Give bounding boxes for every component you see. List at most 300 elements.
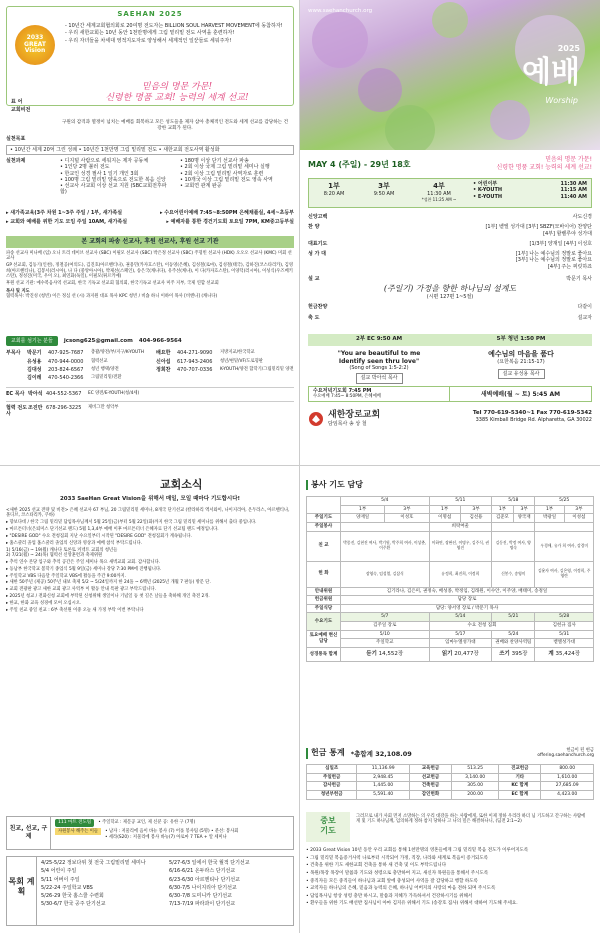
staff-desc: 지방지교/한국학교 [220, 350, 255, 356]
task-item: • 180명 이상 단기 선교사 파송 [180, 158, 249, 164]
offering-value: 200.00 [452, 790, 499, 799]
task-item: • 선교사 사교회 이상 선교 지원 (SBC교회전후파합) [60, 183, 167, 196]
service-time: 11:30 AM [427, 190, 451, 197]
worship-cover [300, 0, 600, 466]
news-item: ▸ 한교, 한화 교육 성경에 모여 오십시오. [6, 601, 82, 607]
youth-label: 5부 청년 [496, 336, 519, 342]
prayer-label: 기도 [320, 826, 336, 835]
prayer-item: • 2033 Great Vision 10년 동안 우리 교회를 통해 1천만명의 영혼들에게 그림 밑리밑 복음 전도가 이루어지도록 [306, 848, 529, 853]
prayer-item: • 중직자들 모든 중직들이 하나님과 교회 앞에 충성되어 사역을 잘 감당하고 행할 하도록 [306, 878, 478, 884]
duties-table [306, 496, 594, 662]
offering-value: 305.00 [452, 782, 499, 791]
table-cell: 주일학교 [341, 639, 430, 648]
logo-great: GREAT [24, 40, 46, 48]
church-address: 3385 Kimball Bridge Rd. Alpharetta, GA 30022 [475, 416, 592, 423]
offering-url[interactable]: offering.saehanchurch.org [537, 753, 594, 759]
order-label: 헌금찬양 [308, 304, 328, 311]
staff-phone[interactable]: 617-943-2406 [177, 358, 213, 365]
services-right [469, 179, 591, 207]
row-label: 주일식당 [307, 604, 341, 613]
schedule-item: ▸ 새가족교육(3주 차원 1~3주 주일 / 1부, 새가족실 [6, 210, 123, 216]
service-time: 11:30 AM [560, 181, 587, 187]
row-label: 수요기도 [307, 613, 341, 630]
cover-year: 2025 [557, 44, 580, 53]
service-4 [409, 179, 469, 207]
fellowship-title: 친교, 선교, 구제 [7, 817, 51, 849]
staff-role [6, 359, 24, 365]
table-row [307, 773, 594, 782]
vision-bullets [65, 23, 289, 44]
news-item: ▸ 주일학교 VBS 다음달 주일학교 VBS에 활동을 주간 9:00까지. [6, 573, 127, 579]
order-value: 사도신경 [572, 214, 592, 220]
pastors: 협력목사: 박진성 (청빈) 이은 정심 선 (시) 과지원 대표 목사 KPC 청빈 / 비숍 하니 이하이 목사 [비엔나] (캐나다) [6, 294, 218, 300]
bible-key: 쓰기 [499, 650, 510, 657]
dawn-time: 5:45 AM [532, 391, 561, 398]
weekly-schedule [6, 210, 294, 226]
plan-item: 6/30-7/5 나이지리아 단기선교 [169, 884, 237, 891]
table-row [307, 561, 594, 587]
goals: • 10년간 세계 20억 그린 성례 • 10년간 1천만명 그림 밑리밑 전도 • 새한교회 전도사역 활성화 [6, 145, 294, 155]
duties-title: 봉사 기도 담당 [306, 480, 363, 490]
prayer-list [306, 848, 594, 907]
wed-time: 7:45 PM [348, 388, 372, 394]
service-name: 1부 [328, 182, 340, 190]
offering-header [306, 748, 594, 759]
staff-section [6, 336, 294, 417]
table-cell: 양국재 [513, 514, 535, 523]
staff-phone[interactable]: 470-944-0000 [48, 358, 84, 365]
logo-year: 2033 [26, 34, 44, 42]
prayer-item: • 목원/목장 목장이 말씀과 기도와 성령으로 충만하여 지고, 새신자 목원들을 통해서 주시도록 [306, 870, 489, 876]
order-label: 성 가 대 [308, 251, 326, 257]
prayer-header [306, 812, 594, 844]
service-name: • E-YOUTH [473, 193, 503, 200]
table-row [307, 497, 594, 506]
prayer-badge [306, 812, 350, 842]
service-header: 1부 [492, 505, 514, 514]
offering-value: 1,610.00 [541, 773, 594, 782]
staff-name: 김대성 [27, 366, 42, 373]
table-row [307, 622, 594, 631]
row-label: 헌 화 [307, 561, 341, 587]
plan-item: 5/30-6/7 한국 공주 단기선교 [41, 901, 106, 908]
news-item: ▸ 홈스쿨러 졸업 홈스쿨러 졸업의 신앙과 영상과 예배 참석 부탁드립니다. [6, 540, 143, 546]
staff-phone[interactable]: 470-540-2366 [48, 375, 84, 381]
ec-sermon [308, 350, 450, 384]
offering-value: 3,140.00 [452, 773, 499, 782]
tasks-label: 실천과제 [6, 158, 26, 164]
offering-label: 감인헌화 [409, 790, 451, 799]
volunteer-badge: 자원봉사 해주는 이들 [55, 828, 101, 835]
service-time: 11:40 AM [560, 193, 587, 200]
offering-label: 감사헌금 [307, 782, 357, 791]
schedule-item: ▸ 예배자를 통한 경건기도회 토요일 7PM, KM중고등부실 [166, 219, 294, 226]
service-1 [309, 179, 359, 207]
staff-desc: 그림밑리밑/전환 [91, 375, 122, 380]
plan-item: 5/11 어버이 주일 [41, 876, 80, 883]
date-header: 5/18 [492, 497, 535, 506]
task-item: • 10개국 이상 그림 밑리밑 전도 영속 사역 [180, 176, 273, 183]
offering-table [306, 764, 594, 800]
offering-label: 기타 [499, 773, 541, 782]
staff-right [156, 350, 294, 383]
service-header: 1부 [535, 505, 564, 514]
table-cell: 김윤자 여사, 김은영, 이정희, 주영란 [535, 561, 594, 587]
table-cell: 김주일 장로 [341, 622, 430, 631]
table-row [307, 587, 594, 596]
youth-sermon-ref: (요한복음 21:15-17) [497, 358, 545, 365]
ec-sermon-ref: (Song of Songs 1:5-2:2) [349, 365, 409, 371]
table-row [307, 647, 594, 661]
offering-label: 주일헌금 [307, 773, 357, 782]
order-of-worship [308, 214, 592, 321]
offering-label: EC 합계 [499, 790, 541, 799]
support-orgs: 후원 선교 기관: 예수복음사역 선교회, 한국 기독교 선교회 협의회, 한국기독교 선교사 미주 지부, 국제 연합 선교회 [6, 281, 219, 287]
task-item: • 1인당 2명 불러 전도 [60, 164, 110, 171]
mission-statement: 구원의 감격과 열정이 넘치는 예배를 회복하고 모든 성도들을 제자 삼아 총체적인 전도와 세계 선교를 감당하는 건강한 교회가 된다. [61, 120, 289, 131]
row-label: 친 교 [307, 531, 341, 561]
news-item: ▸ 동남부 한국학교 봄학기 종업식 5월 9일(금) 세미나 강당 7:30 PM에 진행됩니다. [6, 566, 162, 572]
staff-title: 교회를 섬기는 분들 [6, 336, 58, 346]
bible-value: 14,552장 [378, 650, 404, 657]
ministry-plans [6, 856, 294, 926]
tasks-right [180, 158, 292, 189]
table-cell: 권배와 찬양사역팀 [492, 639, 535, 648]
pastor-email[interactable]: jcsong625@gmail.com [63, 337, 133, 344]
staff-phone[interactable]: 678-296-3225 [46, 404, 82, 411]
news-item: 2) 7/21(월) ~ 24(목) 협력선 신앙훈련과 축제위원 [6, 553, 103, 559]
staff-name: 신아섭 [156, 358, 171, 365]
table-row [307, 505, 594, 514]
staff-role: 부목사 [6, 350, 21, 357]
offering-value: 4,423.00 [541, 790, 594, 799]
offering-value: 2,948.45 [357, 773, 410, 782]
staff-name: 박문기 [27, 350, 42, 357]
prayer-item: • 건축을 위한 기도 새한교회 건축을 통하 새 건축 및 이도 부탁드립니다 [306, 863, 447, 869]
task-item: • 2회 이상 국제 그림 밑리밑 세미나 실행 [180, 164, 270, 171]
mission-section-title: 본 교회의 파송 선교사, 후원 선교사, 후원 선교 기관 [6, 236, 294, 248]
news-item: ▸ 향보다데 / 한국 그림 밑리밑 담임목사님께서 5월 25일(금)부터 5월 22일(화)까지 한국 그림 밑리밑 세미나를 위해서 출타 중입니다. [6, 520, 257, 526]
offering-value: 5,591.40 [357, 790, 410, 799]
date-header: 5/24 [492, 630, 535, 639]
prayer-intro: 그러므로 내가 사회 먼저 소망하는 의 우리 대강을 하는 사람에게, 또한 이제 정하 우리라 하더 님 기도하고 간구하는 사람에게 및 기드 하나님께, 임의하게 정하 참지 당하나 고 나의 밀은 해결하나니, (딤전 2:1~2) [356, 814, 586, 825]
ec-sermon-title: Identify seen thru love" [338, 357, 420, 365]
church-vision-label: 교회비전 [11, 107, 31, 113]
plan-item: 5/26-29 한국 홈스쿨 수련회 [41, 893, 104, 899]
bible-key: 듣기 [366, 650, 377, 657]
slogan [60, 82, 294, 105]
mission-intro: 파송 선교사 미나배 (임) 오니 트리 데이브 선교사 (SBC) 이필모 선교사 (SBC) 박은정 선교사 (SBC) 주형빈 선교사 (HDK) 오오오 선교사 (KMC) 미회 선교사 [6, 250, 292, 261]
plan-item: 6/30-7/8 도미니카 단기선교 [169, 893, 232, 899]
staff-phone[interactable]: 203-824-6567 [48, 366, 84, 373]
staff-desc: 제비그만 청악부 [88, 404, 119, 410]
staff-role: 협력 전도사 [6, 404, 28, 417]
church-name: 새한장로교회 [328, 410, 381, 420]
youth-time: 1:50 PM [520, 336, 546, 342]
table-cell: 유정희, 최진희, 이정희 [429, 561, 492, 587]
staff-role [6, 367, 24, 373]
news-subtitle: 2033 SaeHan Great Vision을 위해서 매일, 모일 때마다 기도합시다! [59, 496, 241, 502]
offering-value: 27,685.09 [541, 782, 594, 791]
row-label: 헌금위원 [307, 596, 341, 605]
bible-key: 계 [548, 650, 554, 657]
staff-phone[interactable]: 404-271-9090 [177, 350, 213, 357]
news-item: ▸ 새한 50주년 (제공) 50주년 내보 축제 5/2 ~ 5/24일까지 한 24돌 ~ 6백년 (2025년 개월 7 판동) 방문 단. [6, 580, 211, 586]
plan-item: 5/4 어린이 주일 [41, 868, 77, 875]
table-cell: 장영숙, 임성열, 김삼식 [341, 561, 430, 587]
order-label: 대표기도 [308, 240, 328, 247]
order-value: 다같이 [577, 304, 592, 311]
offering-value: 11,136.99 [357, 765, 410, 774]
staff-phone[interactable]: 404-552-5367 [46, 391, 82, 398]
date-header: 5/14 [429, 613, 492, 622]
offering-label: 건축헌금 [409, 782, 451, 791]
table-cell: 이명섭 [429, 514, 460, 523]
order-label: 신앙고백 [308, 214, 328, 220]
plan-item: 5/22-24 주일학교 VBS [41, 884, 93, 891]
task-item: • 교회연 관계 완공 [180, 183, 222, 189]
news-item: 1) 5/16(금) ~ 19(월) 캐나다 토론토 커넥트 교회의 청년들 [6, 547, 118, 553]
fellowship-box [6, 816, 294, 850]
weekday-services [308, 386, 592, 402]
table-cell [535, 522, 594, 531]
order-value: [4부] 주는 찌릿하죠 [547, 263, 592, 270]
offering-label: 십일조 [307, 765, 357, 774]
senior-pastor: 담임목사 송 상 철 [328, 421, 367, 428]
staff-desc: EC 양전/E-YOUTH(청/4세) [88, 391, 140, 397]
staff-phone[interactable]: 407-925-7687 [48, 350, 84, 357]
table-cell: 신봉수, 송영미 [492, 561, 535, 587]
staff-name: 정희찬 [156, 366, 171, 373]
service-time: 11:15 AM [560, 187, 587, 194]
prayer-item: • 담임목사님 항상 성령 충만 하시고, 말씀과 지혜가 가득하셔서 건강하시기를 위해서 [306, 893, 473, 899]
service-name: 4부 [433, 182, 445, 190]
service-name: 3부 [378, 182, 390, 190]
news-item: ▸ 주일 친교 중일 친교 : 6부 축선원 이중 오늘 새 가정 부탁 이번 부탁니다 [6, 607, 144, 613]
offering-label: 교육헌금 [409, 765, 451, 774]
prayer-label: 중보 [320, 816, 336, 825]
date-header: 5/11 [429, 497, 492, 506]
service-header: 3부 [564, 505, 593, 514]
offering-note: 헌금이 된 현금 [566, 748, 594, 753]
table-cell: 양재일 [341, 514, 385, 523]
fellowship-item: • 세라(S20) : 저물리에 봉사 바뉴(7) 아로마 7 TEA + 알 세미나 [105, 834, 227, 840]
service-times [308, 178, 592, 208]
staff-name: 배요한 [156, 350, 171, 357]
order-label: 찬 양 [308, 224, 320, 231]
prayer-item: • 교역자들 하나님의 은혜, 믿음과 능력의 은혜, 하나님 어버지의 사랑의 마음 전하 되며 주시도록 [306, 886, 496, 892]
offering-label: 진교헌금 [499, 765, 541, 774]
date-header: 5/7 [341, 613, 430, 622]
staff-name: 유성용 [27, 358, 42, 365]
offering-label: 선교헌금 [409, 773, 451, 782]
date-header: 5/25 [535, 497, 594, 506]
news-item: ▸ 마르튼터너(은퇴미스 단기선교 랜드) 5월 1,3,4부 예배 이후 마르튼터너 은혜자료 단기 선교팀 랜드 예정입니다. [6, 527, 219, 533]
motto-label: 표 어 [11, 99, 23, 105]
pastors-title: 목사 및 지도 [6, 288, 30, 294]
service-name: • 어린이부 [473, 181, 498, 187]
mission-body: GP 선교회, 김동기(인천), 정철공(여의도), 김진호(아르헨티나), 권용민(카자흐스탄), 이동영(은혜), 김성철(로마), 김성철(태국), 김하진(코스타리카), 김영희(아르헨티나), 김봉서(러시아), 나 다 (중앙아시아), 박제선(스페인), 송은국(캐나다), 유주선(케냐), 이 다(카자흐스탄), 이양덕(러시아), 이성식(우즈베키스탄), 정성진(미국, 우이 오), 최연화(독일), 이필모(튀르키예) [6, 263, 293, 279]
service-name: • K-YOUTH [473, 187, 503, 194]
church-logo-icon [308, 411, 324, 427]
table-cell: 김기라나, 김은미, 권정숙, 배성종, 박정임, 김래원, 이수안, 이주양, 배태미, 송정일 [341, 587, 594, 596]
bible-key: 읽기 [441, 650, 453, 657]
task-item: • 2회 이상 그림 밑리밑 사역자로 훈련 [180, 170, 264, 177]
news-title: 교회소식 [160, 478, 203, 491]
table-cell: 김선용 [460, 514, 491, 523]
offering-value: 513.25 [452, 765, 499, 774]
youth-sermon-title: 예수님의 마음을 품다 [488, 350, 554, 358]
table-cell [341, 522, 430, 531]
table-cell: 이하연, 장완선, 이명우, 김주식, 권영진 [429, 531, 492, 561]
motto-line: 믿음의 명문 가문! [545, 156, 592, 163]
service-header: 3부 [460, 505, 491, 514]
service-date: MAY 4 (주일) - 29년 18호 [308, 160, 411, 169]
table-cell [492, 522, 535, 531]
cover-subtitle: Worship [545, 96, 578, 105]
order-value: 설교자 [577, 314, 592, 321]
staff-left [6, 350, 156, 383]
table-row [307, 596, 594, 605]
service-header: 1부 [341, 505, 385, 514]
wed-label: 수요저녁기도회 [313, 388, 347, 394]
plans-title: 목회 계획 [7, 857, 37, 925]
plan-item: 7/13-7/19 파라과이 단기선교 [169, 901, 236, 908]
service-header: 3부 [513, 505, 535, 514]
ec-sermon-title: "You are beautiful to me [337, 350, 421, 357]
date-header: 5/28 [535, 613, 594, 622]
offering-value: 1,445.00 [357, 782, 410, 791]
order-value: [3부] 나는 예수님의 정말로 좋아요 [515, 257, 592, 264]
mart-evangelism-badge: 111 마트 전도팀 [55, 819, 94, 827]
bible-value: 35,424장 [555, 650, 581, 657]
table-row [307, 514, 594, 523]
cover-title: 예배 [522, 55, 580, 90]
cover-motto [497, 156, 593, 171]
staff-role: EC 목사 [6, 391, 25, 398]
bible-value: 395장 [511, 650, 528, 657]
plan-item: 6/23-6/30 아르헨티나 단기선교 [169, 876, 240, 883]
great-vision-logo [15, 25, 55, 65]
staff-name: 조진만 [28, 404, 43, 411]
table-cell: 담당: 양서영 장로 / 박문기 목사 [341, 604, 594, 613]
table-row [307, 790, 594, 799]
youth-sermon [450, 350, 592, 379]
table-row [307, 531, 594, 561]
table-row [307, 630, 594, 639]
site-url[interactable]: www.saehanchurch.org [308, 8, 373, 14]
wed-note: 수요예배 7:45~ 8:50PM, 은혜예배 [313, 394, 381, 400]
table-row [307, 604, 594, 613]
task-item: • 디지털 사람으로 세워지는 제자 공동체 [60, 158, 149, 164]
ec-label: 2부 EC [355, 336, 375, 342]
table-corner [307, 497, 341, 514]
church-phone[interactable]: Tel 770-619-5340~1 Fax 770-619-5342 [472, 410, 592, 416]
date-header: 5/4 [341, 497, 430, 506]
order-label: 설 교 [308, 275, 320, 282]
vision-bullet: - 우리 자녀들을 차세대 영적지도자로 양성해서 세계적인 일꾼들로 세워주자! [65, 37, 232, 44]
slogan-line-1: 믿음의 명문 가문! [141, 82, 213, 92]
table-cell: 박광일 [535, 514, 564, 523]
news-item: ▸ 2025년 청교 / 전화신청 교회에 부탁된 신청위해 생일이나 기념일 등 첫 길은 날들을 축하해 개인 축전 2개. [6, 594, 210, 600]
staff-desc: K-YOUTH/양전 합학기/그림밑리밑 양전 [220, 366, 294, 372]
table-cell: 희락여울 [429, 522, 492, 531]
row-label: 성경통독 합계 [307, 647, 341, 661]
order-value: [1/3부] 양재일 [4부] 이성호 [529, 240, 592, 247]
table-cell: 벧엘성가대 [535, 639, 594, 648]
news-list [6, 508, 294, 615]
logo-vision: Vision [24, 47, 46, 55]
offering-value: 800.00 [541, 765, 594, 774]
youth-speaker: 설교 유성용 목사 [498, 369, 545, 379]
staff-desc: 청년 행택/양전 [91, 366, 119, 372]
row-label: 토요예배 현신담당 [307, 630, 341, 647]
mission-section [6, 236, 294, 299]
task-item: • 100명 그림 밑리밑 양육으로 전도한 복음 신앙 [60, 176, 166, 183]
church-footer [308, 410, 592, 428]
service-header: 3부 [385, 505, 429, 514]
sermon-ref: (시편 127편 1~5절) [426, 294, 474, 300]
ec-time: 9:50 AM [376, 336, 403, 342]
plans-right [165, 857, 293, 925]
news-panel [0, 466, 300, 933]
staff-phone[interactable]: 470-707-0336 [177, 366, 213, 373]
table-cell: 우경애, 유가 희 여사, 강경미 [535, 531, 594, 561]
staff-name: 박아석 [28, 391, 43, 398]
plans-left [37, 857, 165, 925]
vision-header: SAEHAN 2025 [117, 10, 183, 18]
bible-value: 20,477장 [454, 650, 479, 657]
ec-speaker: 설교 박아석 목사 [356, 373, 403, 383]
vision-bullet: - 우리 새한교회는 10년 동안 1천만명에게 그림 밑리밑 전도 사역을 훈련하자! [65, 30, 235, 37]
flower-image [300, 0, 600, 150]
ec-youth-header [308, 334, 592, 346]
table-row [307, 782, 594, 791]
schedule-item: ▸ 수요어린이예배 7:45~8:50PM 은혜채플실, 4세~초등부 [159, 210, 294, 216]
task-item: • 한교인 성경 필사 1 일기 개인 3회 [60, 170, 139, 177]
row-label: 안내위원 [307, 587, 341, 596]
table-row [307, 613, 594, 622]
schedule-item: ▸ 교회와 예배를 위한 기도 모임 주일 10AM, 새가족실 [6, 219, 128, 226]
motto-line: 신령한 명품 교회! 능력의 세계 선교! [496, 163, 592, 171]
service-time: 9:50 AM [373, 190, 395, 197]
vision-bullet: - 10년간 세계교회협의회로 20여명 전도자는 BILLION SOUL HARVEST MOVEMENT에 동참하자! [65, 23, 283, 29]
order-value: [1부] 나는 예수님의 정말로 좋아요 [515, 251, 592, 257]
service-3 [359, 179, 409, 207]
date-header: 5/10 [341, 630, 430, 639]
table-cell: 이성호 [385, 514, 429, 523]
dawn-label: 새벽예배(월 ~ 토) [480, 391, 531, 398]
prayer-item: • 환우들을 위한 기도 배선반 집사님이 아마 김지유 위해서 기도 (송강호 집사) 위해서 대하여 기도해 주세요. [306, 901, 518, 907]
service-time: 8:20 AM [323, 190, 345, 197]
order-label: 축 도 [308, 314, 320, 321]
table-cell: 박종진, 김현진 여사, 박기원, 박주희 여사, 이상춘, 이주환 [341, 531, 430, 561]
table-cell: 임마누엘성가대 [429, 639, 492, 648]
offering-total: *총합계 32,108.09 [350, 750, 412, 758]
prayer-item: • 그림 밑리밑 복음증거사역 나로부터 시작되어 가정, 직장, 나라와 세계로 복음이 증거되도록 [306, 855, 489, 861]
table-row [307, 639, 594, 648]
service-header: 1부 [429, 505, 460, 514]
fellowship-item: • 남자 : 저물리에 음이 바뉴 봉사 (7) 어롤 봉사팀 (5명) • 분선: 봉사회 [105, 828, 239, 834]
table-row [307, 765, 594, 774]
date-header: 5/31 [535, 630, 594, 639]
table-cell: 김헌규 집사 [535, 622, 594, 631]
pastor-phone[interactable]: 404-966-9564 [138, 337, 182, 344]
table-cell: 담당 장로 [341, 596, 594, 605]
goals-label: 실천목표 [6, 136, 26, 142]
service-note: *성찬 11:25 AM ~ [421, 197, 457, 202]
date-header: 5/17 [429, 630, 492, 639]
